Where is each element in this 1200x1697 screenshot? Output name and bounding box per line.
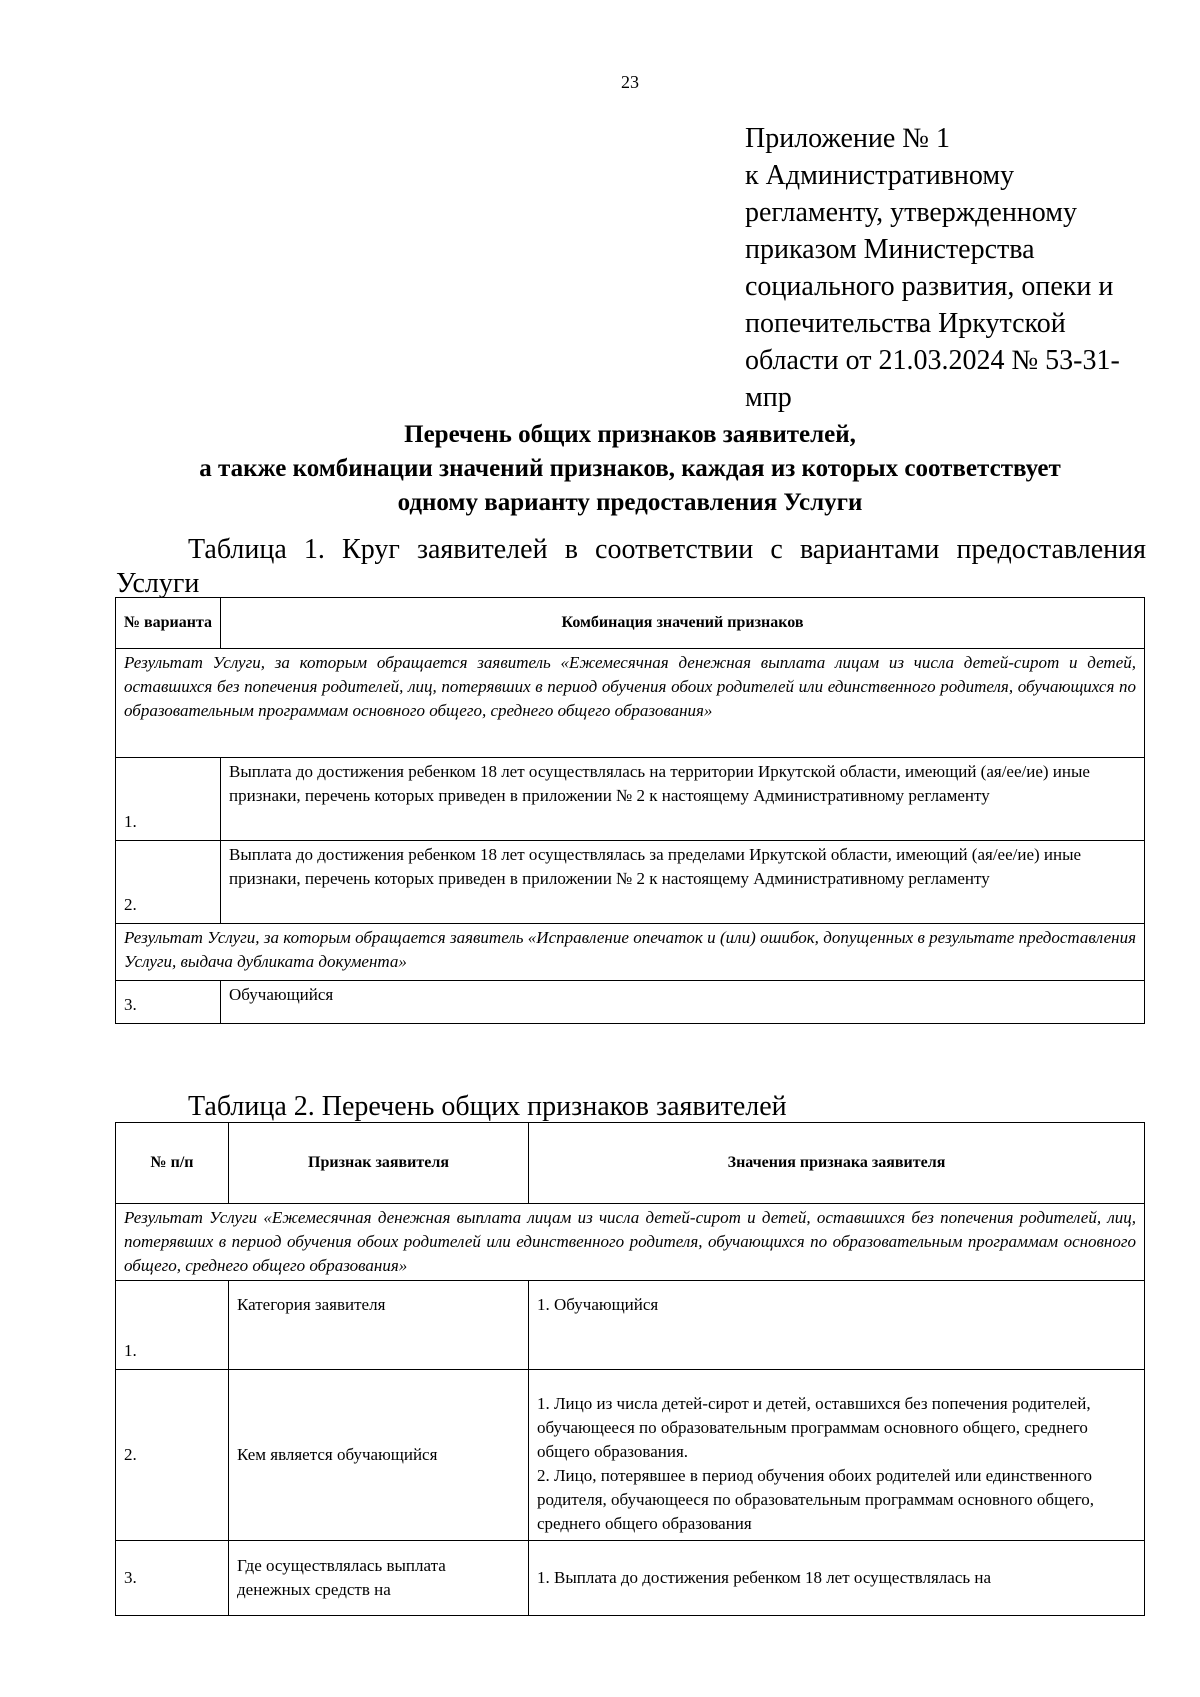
- variant-combination: Выплата до достижения ребенком 18 лет осуществлялась на территории Иркутской области, имеющий (ая/ее/ие) иные признаки, перечень которых приведен в приложении № 2 к настоящему Административному регламенту: [221, 758, 1145, 841]
- row-number: 3.: [116, 1541, 229, 1616]
- section-text: Результат Услуги «Ежемесячная денежная выплата лицам из числа детей-сирот и детей, оставшихся без попечения родителей, лиц, потерявших в период обучения обоих родителей или единственного родителя, обучающихся по образовательным программам основного общего, среднего общего образования»: [116, 1204, 1145, 1281]
- feature-values: [529, 1281, 1145, 1370]
- column-header-combination: Комбинация значений признаков: [221, 598, 1145, 649]
- feature-value: 1. Лицо из числа детей-сирот и детей, оставшихся без попечения родителей, обучающееся по образовательным программам основного общего, среднего общего образования.: [537, 1394, 1091, 1461]
- section-row: [116, 649, 1145, 758]
- table-header-row: [116, 598, 1145, 649]
- table1-caption-line: Услуги: [116, 568, 200, 599]
- appendix-line: мпр: [745, 382, 792, 413]
- feature-name: Кем является обучающийся: [229, 1370, 529, 1541]
- page-number: 23: [621, 72, 639, 92]
- appendix-line: социального развития, опеки и: [745, 271, 1114, 302]
- feature-values: [529, 1541, 1145, 1616]
- table-row: [116, 981, 1145, 1024]
- row-number: 2.: [116, 1370, 229, 1541]
- appendix-line: Приложение № 1: [745, 123, 950, 154]
- feature-name: Категория заявителя: [229, 1281, 529, 1370]
- title-line: одному варианту предоставления Услуги: [397, 489, 863, 516]
- feature-value: 1. Выплата до достижения ребенком 18 лет осуществлялась на: [537, 1568, 992, 1587]
- table-common-features: [115, 1122, 1145, 1616]
- feature-values: [529, 1370, 1145, 1541]
- appendix-line: регламенту, утвержденному: [745, 197, 1077, 228]
- appendix-line: приказом Министерства: [745, 234, 1035, 265]
- table-row: [116, 841, 1145, 924]
- document-title: [115, 418, 1145, 520]
- table1-caption-line: Таблица 1. Круг заявителей в соответствии с вариантами предоставления: [188, 534, 1146, 565]
- table-row: [116, 1370, 1145, 1541]
- section-row: [116, 1204, 1145, 1281]
- table2-caption: Таблица 2. Перечень общих признаков заявителей: [188, 1091, 787, 1122]
- variant-combination: Выплата до достижения ребенком 18 лет осуществлялась за пределами Иркутской области, имеющий (ая/ее/ие) иные признаки, перечень которых приведен в приложении № 2 к настоящему Административному регламенту: [221, 841, 1145, 924]
- variant-combination: Обучающийся: [221, 981, 1145, 1024]
- table-row: [116, 1541, 1145, 1616]
- table1-caption: [116, 533, 1146, 601]
- section-text: Результат Услуги, за которым обращается заявитель «Ежемесячная денежная выплата лицам из числа детей-сирот и детей, оставшихся без попечения родителей, лиц, потерявших в период обучения обоих родителей или единственного родителя, обучающихся по образовательным программам основного общего, среднего общего образования»: [116, 649, 1145, 758]
- appendix-line: к Административному: [745, 160, 1015, 191]
- title-line: а также комбинации значений признаков, каждая из которых соответствует: [199, 455, 1061, 482]
- column-header-number: № п/п: [116, 1123, 229, 1204]
- appendix-line: области от 21.03.2024 № 53-31-: [745, 345, 1120, 376]
- section-row: [116, 924, 1145, 981]
- title-line: Перечень общих признаков заявителей,: [404, 421, 856, 448]
- column-header-variant-number: № варианта: [116, 598, 221, 649]
- appendix-reference: [745, 120, 1165, 416]
- table-row: [116, 1281, 1145, 1370]
- appendix-line: попечительства Иркутской: [745, 308, 1066, 339]
- section-text: Результат Услуги, за которым обращается заявитель «Исправление опечаток и (или) ошибок, допущенных в результате предоставления Услуги, выдача дубликата документа»: [116, 924, 1145, 981]
- variant-number: 1.: [116, 758, 221, 841]
- feature-name: Где осуществлялась выплата денежных средств на: [229, 1541, 529, 1616]
- column-header-feature: Признак заявителя: [229, 1123, 529, 1204]
- variant-number: 2.: [116, 841, 221, 924]
- feature-value: 1. Обучающийся: [537, 1295, 659, 1314]
- table-applicant-variants: [115, 597, 1145, 1024]
- table-row: [116, 758, 1145, 841]
- row-number: 1.: [116, 1281, 229, 1370]
- table-header-row: [116, 1123, 1145, 1204]
- variant-number: 3.: [116, 981, 221, 1024]
- column-header-values: Значения признака заявителя: [529, 1123, 1145, 1204]
- feature-value: 2. Лицо, потерявшее в период обучения обоих родителей или единственного родителя, обучающееся по образовательным программам основного общего, среднего общего образования: [537, 1466, 1094, 1533]
